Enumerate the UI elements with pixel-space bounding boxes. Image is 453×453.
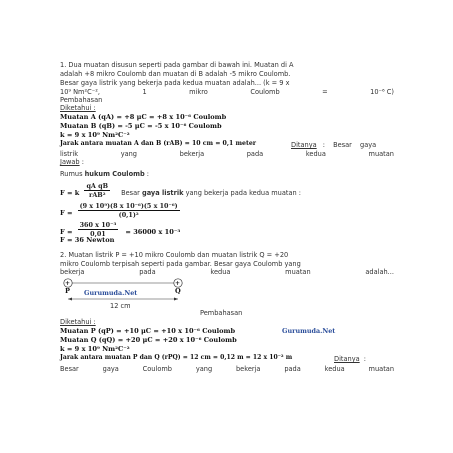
problem2-given-qp: Muatan P (qP) = +10 μC = +10 x 10⁻⁶ Coulomb	[60, 327, 236, 335]
problem1-jawab: Jawab :	[60, 158, 84, 166]
problem1-line1: 1. Dua muatan disusun seperti pada gambar di bawah ini. Muatan di A	[60, 61, 294, 69]
problem1-given-qa: Muatan A (qA) = +8 μC = +8 x 10⁻⁶ Coulomb	[60, 113, 227, 121]
charges-diagram	[60, 277, 220, 317]
charge-p-sign: +	[65, 279, 71, 287]
arrow-right-icon	[174, 298, 178, 301]
problem1-line2: adalah +8 mikro Coulomb dan muatan di B adalah -5 mikro Coulomb.	[60, 70, 291, 78]
problem1-given-qb: Muatan B (qB) = -5 μC = -5 x 10⁻⁶ Coulomb	[60, 122, 222, 130]
problem2-line3: bekerja pada kedua muatan adalah...	[60, 268, 394, 276]
label-q: Q	[175, 287, 181, 295]
problem2-pembahasan: Pembahasan	[200, 309, 243, 317]
charge-q-sign: +	[175, 279, 181, 287]
problem2-given-k: k = 9 x 10⁹ Nm²C⁻²	[60, 345, 130, 353]
problem1-calc2: F = $\frac{\text{360 x 10⁻³}}{0,01}$ = 36000 x 10⁻³	[60, 221, 181, 238]
problem1-answer: F = 36 Newton	[60, 236, 115, 244]
problem2-given-qq: Muatan Q (qQ) = +20 μC = +20 x 10⁻⁶ Coulomb	[60, 336, 237, 344]
distance-label: 12 cm	[110, 302, 131, 310]
problem2-ditanya: Ditanya :	[334, 355, 367, 363]
problem2-last-line: Besar gaya Coulomb yang bekerja pada kedua muatan	[60, 365, 394, 373]
problem1-calc1: F = $\frac{\text{(9 x 10⁹)(8 x 10⁻⁶)(5 x 10⁻⁶)}}{\text{(0,1)²}}$	[60, 202, 178, 219]
arrow-left-icon	[68, 298, 72, 301]
watermark-text: Gurumuda.Net	[282, 327, 336, 335]
problem2-line2: mikro Coulomb terpisah seperti pada gambar. Besar gaya Coulomb yang	[60, 260, 301, 268]
problem1-line3: Besar gaya listrik yang bekerja pada kedua muatan adalah... (k = 9 x	[60, 79, 290, 87]
problem1-distance: Jarak antara muatan A dan B (rAB) = 10 cm = 0,1 meter	[60, 140, 257, 147]
problem2-distance: Jarak antara muatan P dan Q (rPQ) = 12 cm = 0,12 m = 12 x 10⁻² m	[60, 354, 293, 361]
problem1-diketahui: Diketahui :	[60, 104, 96, 112]
problem1-given-k: k = 9 x 10⁹ Nm²C⁻²	[60, 131, 130, 139]
label-p: P	[65, 287, 70, 295]
problem1-line4: 10⁹ Nm²C⁻², 1 mikro Coulomb = 10⁻⁶ C)	[60, 88, 394, 96]
problem1-pembahasan: Pembahasan	[60, 96, 103, 104]
problem2-diketahui: Diketahui :	[60, 318, 96, 326]
watermark-diagram: Gurumuda.Net	[84, 289, 138, 297]
problem1-ditanya-line: Ditanya : Besar gaya	[291, 141, 377, 149]
problem1-rumus: Rumus hukum Coulomb :	[60, 170, 150, 178]
problem2-line1: 2. Muatan listrik P = +10 mikro Coulomb dan muatan listrik Q = +20	[60, 251, 289, 259]
problem1-line-listrik: listrik yang bekerja pada kedua muatan	[60, 150, 394, 158]
problem1-formula: F = k $\frac{\text{qA qB}}{\text{rAB²}}$ Besar gaya listrik yang bekerja pada kedua muatan :	[60, 182, 301, 199]
